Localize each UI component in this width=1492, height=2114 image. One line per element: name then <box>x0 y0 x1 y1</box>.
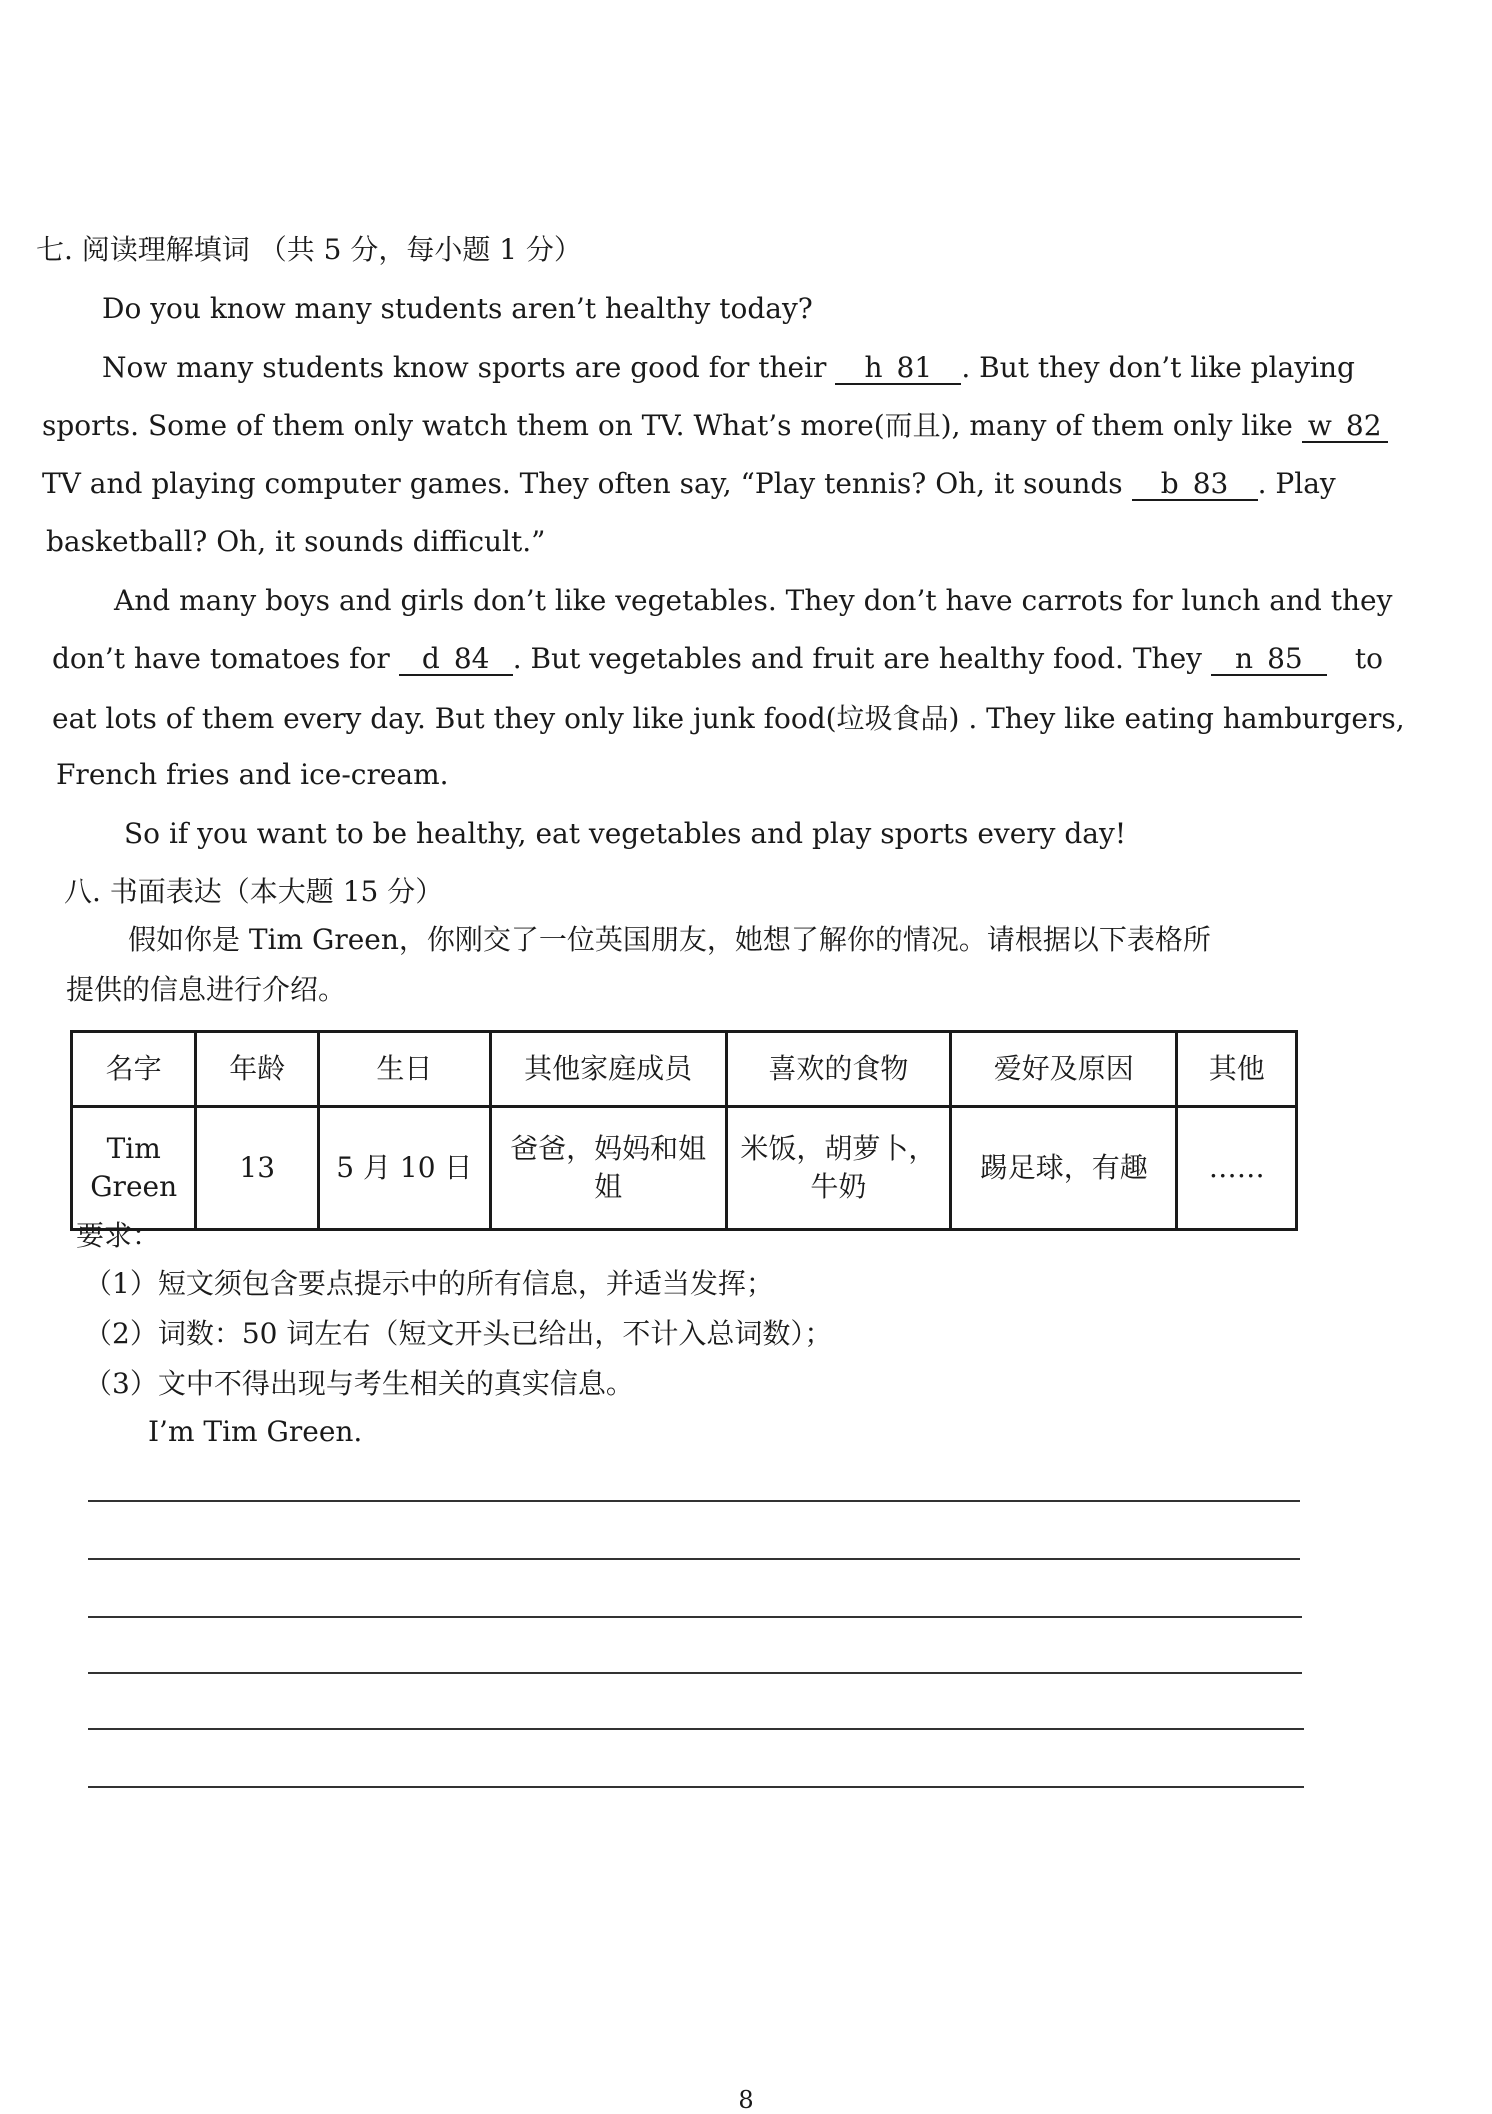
blank-81[interactable] <box>835 353 961 385</box>
table-cell-hobby: 踢足球，有趣 <box>951 1107 1177 1230</box>
requirement-3: （3）文中不得出现与考生相关的真实信息。 <box>84 1367 634 1400</box>
section7-paragraph-1: Do you know many students aren’t healthy today? <box>102 292 813 325</box>
blank-83-letter: b <box>1160 467 1179 500</box>
blank-83[interactable] <box>1132 469 1258 501</box>
table-cell-birthday: 5 月 10 日 <box>319 1107 490 1230</box>
section7-paragraph-4: So if you want to be healthy, eat vegetables and play sports every day! <box>124 817 1127 850</box>
blank-83-number: 83 <box>1192 467 1229 500</box>
blank-84-number: 84 <box>453 642 490 675</box>
food-line1: 米饭，胡萝卜， <box>740 1132 937 1165</box>
blank-85-number: 85 <box>1267 642 1303 675</box>
table-header-cell: 名字 <box>72 1032 196 1107</box>
text-segment: Now many students know sports are good for their <box>102 351 836 384</box>
requirement-2: （2）词数：50 词左右（短文开头已给出，不计入总词数）； <box>84 1317 833 1350</box>
section7-p2-line4: basketball? Oh, it sounds difficult.” <box>46 525 546 558</box>
name-line2: Green <box>90 1170 178 1203</box>
writing-line[interactable] <box>88 1558 1300 1560</box>
section7-p3-line1: And many boys and girls don’t like vegetables. They don’t have carrots for lunch and they <box>114 584 1393 617</box>
blank-85-letter: n <box>1235 642 1254 675</box>
writing-line[interactable] <box>88 1672 1302 1674</box>
blank-82[interactable] <box>1302 411 1388 443</box>
section7-p2-line2 <box>42 408 1388 444</box>
text-segment: to <box>1354 642 1383 675</box>
table-header-row <box>72 1032 1297 1107</box>
requirements-title: 要求： <box>76 1219 161 1252</box>
section8-intro-line2: 提供的信息进行介绍。 <box>66 973 347 1006</box>
essay-opening: I’m Tim Green. <box>148 1415 363 1448</box>
writing-line[interactable] <box>88 1616 1302 1618</box>
text-segment: don’t have tomatoes for <box>52 642 399 675</box>
info-table <box>70 1030 1298 1231</box>
blank-81-number: 81 <box>896 351 933 384</box>
blank-82-number: 82 <box>1345 409 1382 442</box>
food-line2: 牛奶 <box>810 1170 867 1203</box>
table-cell-name <box>72 1107 196 1230</box>
blank-85[interactable] <box>1211 644 1327 676</box>
text-segment: . But vegetables and fruit are healthy food. They <box>512 642 1211 675</box>
table-header-cell: 爱好及原因 <box>951 1032 1177 1107</box>
table-header-cell: 年龄 <box>196 1032 319 1107</box>
section7-p3-line3: eat lots of them every day. But they only like junk food(垃圾食品) . They like eating hamburgers, <box>52 702 1405 735</box>
section7-p3-line4: French fries and ice-cream. <box>56 758 449 791</box>
text-segment: TV and playing computer games. They often say, “Play tennis? Oh, it sounds <box>42 467 1132 500</box>
text-segment: sports. Some of them only watch them on TV. What’s more(而且), many of them only like <box>42 409 1302 442</box>
table-header-cell: 喜欢的食物 <box>726 1032 950 1107</box>
page-number: 8 <box>738 2086 754 2114</box>
table-header-cell: 其他 <box>1177 1032 1297 1107</box>
text-segment: . But they don’t like playing <box>961 351 1355 384</box>
writing-line[interactable] <box>88 1786 1304 1788</box>
requirement-1: （1）短文须包含要点提示中的所有信息，并适当发挥； <box>84 1267 774 1300</box>
text-segment: . Play <box>1257 467 1336 500</box>
writing-line[interactable] <box>88 1500 1300 1502</box>
section7-p2-line1 <box>102 350 1355 386</box>
section7-p3-line2 <box>52 641 1383 677</box>
table-row <box>72 1107 1297 1230</box>
blank-84-letter: d <box>421 642 440 675</box>
table-cell-other: …… <box>1177 1107 1297 1230</box>
blank-82-letter: w <box>1307 409 1332 442</box>
name-line1: Tim <box>106 1132 161 1165</box>
table-header-cell: 生日 <box>319 1032 490 1107</box>
section7-p2-line3 <box>42 466 1336 502</box>
family-line2: 姐 <box>594 1170 623 1203</box>
writing-line[interactable] <box>88 1728 1304 1730</box>
table-cell-food <box>726 1107 950 1230</box>
section8-heading: 八. 书面表达（本大题 15 分） <box>64 875 444 908</box>
blank-84[interactable] <box>399 644 513 676</box>
table-cell-age: 13 <box>196 1107 319 1230</box>
family-line1: 爸爸，妈妈和姐 <box>510 1132 707 1165</box>
table-header-cell: 其他家庭成员 <box>490 1032 726 1107</box>
blank-81-letter: h <box>864 351 883 384</box>
section8-intro-line1: 假如你是 Tim Green，你刚交了一位英国朋友，她想了解你的情况。请根据以下表格所 <box>128 923 1211 956</box>
section7-heading: 七. 阅读理解填词 （共 5 分，每小题 1 分） <box>36 233 582 266</box>
table-cell-family <box>490 1107 726 1230</box>
